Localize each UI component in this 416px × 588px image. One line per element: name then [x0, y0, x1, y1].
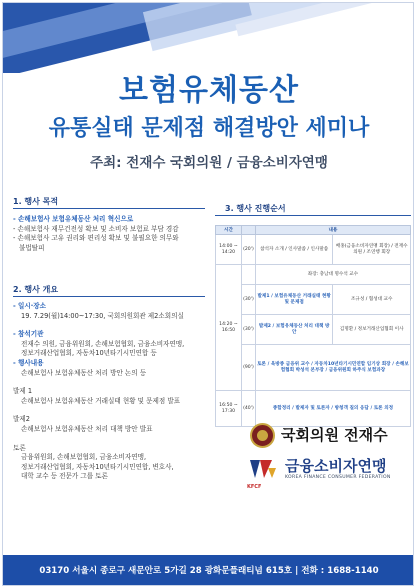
discussion-line-3: 대학 교수 등 전문가 그룹 토론	[21, 472, 108, 481]
participants-line-1: 전재수 의원, 금융위원회, 손해보험협회, 금융소비자연맹,	[21, 339, 185, 348]
row-duration: (30')	[241, 285, 255, 315]
content-label: - 행사내용	[13, 358, 44, 367]
sub-title: 유통실태 문제점 해결방안 세미나	[48, 116, 370, 141]
purpose-line-3: - 손해보험사 고유 권리와 편리성 확보 및 불필요한 의무와	[13, 234, 179, 243]
host-line: 주최: 전재수 국회의원 / 금융소비자연맹	[90, 155, 328, 171]
row-time: 14:20 ~ 16:50	[216, 265, 242, 391]
discussion-label: 토론	[13, 443, 26, 452]
kfcf-logo-icon	[248, 456, 278, 482]
schedule-col-time: 시간	[216, 226, 242, 235]
discussion-line-1: 금융위원회, 손해보험협회, 금융소비자연맹,	[21, 453, 147, 462]
section3-rule	[215, 215, 411, 216]
table-row	[216, 235, 411, 265]
header-decoration	[3, 3, 414, 73]
table-row	[216, 265, 411, 285]
table-row	[216, 391, 411, 427]
presentation2-label: 발제2	[13, 415, 30, 424]
row-duration: (20')	[241, 235, 255, 265]
section2-body	[13, 302, 213, 482]
kfcf-abbr: KFCF	[247, 484, 262, 490]
presentation1-label: 발제 1	[13, 387, 33, 396]
row-content: 참석자 소개 / 인사말씀 / 인사말씀	[255, 235, 333, 265]
section1-rule	[13, 208, 205, 209]
section1-heading: 1. 행사 목적	[13, 197, 59, 206]
assembly-logo-text: 국회의원 전재수	[281, 426, 388, 444]
purpose-line-4: 불법탈피	[19, 243, 45, 252]
row-presenter: 조규성 / 협성대 교수	[333, 285, 411, 315]
row-time: 14:00 ~ 14:20	[216, 235, 242, 265]
row-duration: (30')	[241, 315, 255, 345]
section1-body	[13, 215, 209, 253]
row-content: 발제2 / 보험유체동산 처리 대책 방안	[255, 315, 333, 345]
date-label: - 일시·장소	[13, 302, 47, 310]
row-content: 토론 / 육방종 금융위 교수 / 자동차10년타기시민연합 임기상 회장 / 손해보험협회 박성석 본부장 / 금융위원회 하주식 보험과장	[255, 345, 410, 391]
row-time: 16:50 ~ 17:30	[216, 391, 242, 427]
content-value: 손해보험사 보험유체동산 처리 방안 논의 등	[21, 368, 147, 377]
main-title: 보험유체동산	[119, 73, 299, 108]
presentation1-value: 손해보험사 보험유체동산 거래실태 현황 및 문제점 발표	[21, 396, 181, 405]
row-content: 종합정리 / 발제자 및 토론자 / 방청객 질의 응답 / 토론 의정	[255, 391, 410, 427]
section3-heading: 3. 행사 진행순서	[225, 204, 286, 213]
footer-address: 03170 서울시 종로구 새문안로 5가길 28 광화문플래티넘 615호 | 전화 : 1688-1140	[3, 555, 414, 586]
presentation2-value: 손해보험사 보험유체동산 처리 대책 방안 발표	[21, 424, 153, 433]
schedule-table	[215, 225, 411, 427]
row-presenter: 김명환 / 정보거래산업협회 이사	[333, 315, 411, 345]
table-row	[216, 345, 411, 391]
row-duration: (90')	[241, 345, 255, 391]
section2-heading: 2. 행사 개요	[13, 285, 59, 294]
row-chair: 좌장: 충남대 명수석 교수	[255, 265, 410, 285]
schedule-col-duration	[241, 226, 255, 235]
kfcf-english-name: KOREA FINANCE CONSUMER FEDERATION	[285, 475, 391, 480]
schedule-col-content: 내용	[255, 226, 410, 235]
participants-label: - 참석기관	[13, 330, 44, 339]
row-duration: (40')	[241, 391, 255, 427]
participants-line-2: 정보거래산업협회, 자동차10년타기시민연합 등	[21, 349, 157, 358]
table-row	[216, 285, 411, 315]
discussion-line-2: 정보거래산업협회, 자동차10년타기시민연합, 변호사,	[21, 462, 174, 471]
section2-rule	[13, 296, 205, 297]
table-row	[216, 315, 411, 345]
poster	[2, 2, 414, 586]
row-content: 발제1 / 보험유체동산 거래실태 현황 및 문제점	[255, 285, 333, 315]
assembly-seal-icon	[250, 423, 275, 448]
purpose-line-2: - 손해보험사 재무건전성 확보 및 소비자 보험료 부담 경감	[13, 224, 179, 233]
purpose-line-1: - 손해보험사 보험유체동산 처리 혁신으로	[13, 215, 134, 223]
row-presenter: 배홍(금융소비자연맹 회장) / 전재수 의원 / 조연행 회장	[333, 235, 411, 265]
date-value: 19. 7.29(월)14:00~17:30, 국회의원회관 제2소회의실	[21, 311, 184, 320]
kfcf-logo-text: 금융소비자연맹	[285, 457, 387, 475]
